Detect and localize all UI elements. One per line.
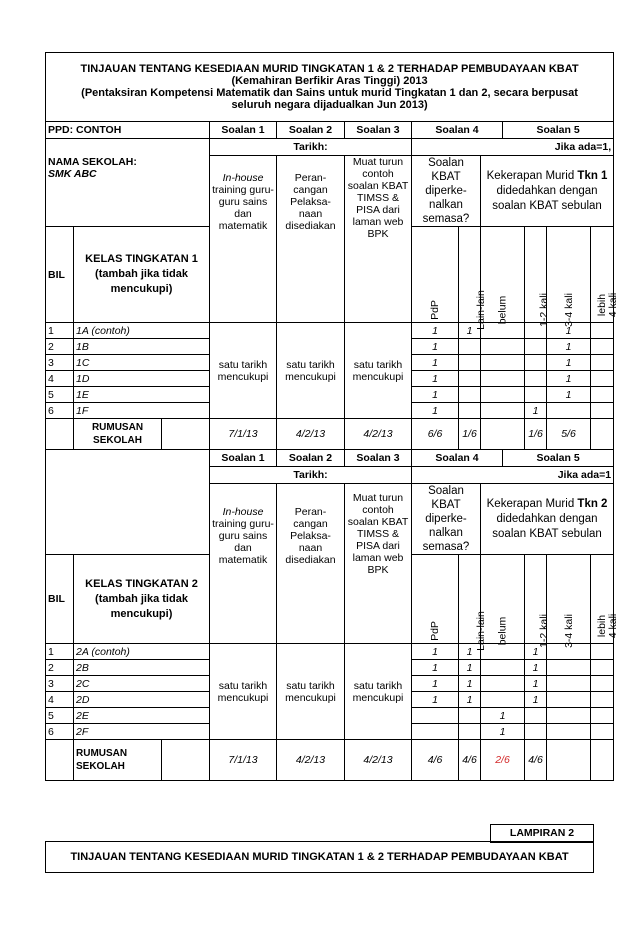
col-belum-2: belum [481,555,525,644]
jika-ada-label-2: Jika ada=1 [412,467,614,484]
row-lain-lain [459,387,481,403]
row-belum [481,660,525,676]
table-row [46,644,614,660]
row-pdp: 1 [412,323,459,339]
row-kelas: 2B [74,660,210,676]
muat-turun-desc-2: Muat turun contoh soalan KBAT TIMSS & PISA dari laman web BPK [345,484,412,644]
row-bil: 1 [46,323,74,339]
summary1-k12: 1/6 [525,419,547,450]
row-3-4-kali: 1 [547,323,591,339]
row-bil: 6 [46,403,74,419]
row-lain-lain [459,708,481,724]
tingkatan-2-label: Tkn 2 [577,497,608,510]
row-lebih-4-kali [591,724,614,740]
satu-tarikh-cell: satu tarikh mencukupi [345,323,412,419]
muat-turun-desc: Muat turun contoh soalan KBAT TIMSS & PISA dari laman web BPK [345,156,412,323]
row-bil: 3 [46,676,74,692]
row-bil: 6 [46,724,74,740]
row-3-4-kali: 1 [547,371,591,387]
row-bil: 2 [46,660,74,676]
row-belum [481,387,525,403]
soalan-kbat-desc-2: Soalan KBAT diperke-nalkan semasa? [412,484,481,555]
row-1-2-kali [525,371,547,387]
summary2-k34 [547,740,591,781]
row-lebih-4-kali [591,692,614,708]
title-line-2: (Kemahiran Berfikir Aras Tinggi) 2013 [231,75,428,87]
row-1-2-kali: 1 [525,692,547,708]
satu-tarikh-cell: satu tarikh mencukupi [277,644,345,740]
bil-label: BIL [46,227,74,323]
row-belum [481,355,525,371]
row-bil: 4 [46,692,74,708]
row-lain-lain [459,371,481,387]
row-lebih-4-kali [591,323,614,339]
row-kelas: 1D [74,371,210,387]
row-lebih-4-kali [591,339,614,355]
survey-table [45,52,619,781]
row-lebih-4-kali [591,387,614,403]
row-pdp [412,724,459,740]
rumusan-sekolah-1: RUMUSAN SEKOLAH [74,419,162,450]
col-lebih-4-kali: lebih 4 kali [591,227,614,323]
row-lebih-4-kali [591,371,614,387]
row-pdp: 1 [412,660,459,676]
row-3-4-kali [547,676,591,692]
row-bil: 1 [46,644,74,660]
summary1-s3: 4/2/13 [345,419,412,450]
row-pdp [412,708,459,724]
row-pdp: 1 [412,692,459,708]
row-lain-lain [459,403,481,419]
summary2-pdp: 4/6 [412,740,459,781]
summary2-s3: 4/2/13 [345,740,412,781]
row-belum [481,323,525,339]
inhouse-label: In-house [222,172,264,184]
row-3-4-kali [547,403,591,419]
row-kelas: 1C [74,355,210,371]
row-kelas: 1A (contoh) [74,323,210,339]
row-lain-lain: 1 [459,692,481,708]
soalan-kbat-desc: Soalan KBAT diperke-nalkan semasa? [412,156,481,227]
row-kelas: 1F [74,403,210,419]
row-1-2-kali: 1 [525,660,547,676]
row-1-2-kali [525,339,547,355]
row-belum [481,692,525,708]
col-3-4-kali: 3-4 kali [547,227,591,323]
col-pdp: PdP [412,227,459,323]
summary1-lebih [591,419,614,450]
nama-sekolah-label: NAMA SEKOLAH: [48,155,137,168]
col-1-2-kali-2: 1-2 kali [525,555,547,644]
satu-tarikh-cell: satu tarikh mencukupi [277,323,345,419]
row-pdp: 1 [412,676,459,692]
rumusan-sekolah-2: RUMUSAN SEKOLAH [74,740,162,781]
row-belum [481,676,525,692]
row-lain-lain: 1 [459,660,481,676]
summary1-pdp: 6/6 [412,419,459,450]
row-1-2-kali [525,387,547,403]
col-1-2-kali: 1-2 kali [525,227,547,323]
row-belum: 1 [481,708,525,724]
row-bil: 2 [46,339,74,355]
row-1-2-kali [525,355,547,371]
row-3-4-kali [547,660,591,676]
table-row [46,323,614,339]
row-lain-lain: 1 [459,644,481,660]
summary1-k34: 5/6 [547,419,591,450]
col-lebih-4-kali-2: lebih 4 kali [591,555,614,644]
soalan-3-header: Soalan 3 [345,122,412,139]
row-1-2-kali [525,724,547,740]
row-bil: 5 [46,708,74,724]
soalan-4-header-2: Soalan 4 [412,450,503,467]
col-belum: belum [481,227,525,323]
soalan-4-header: Soalan 4 [412,122,503,139]
row-lebih-4-kali [591,660,614,676]
row-kelas: 2D [74,692,210,708]
summary2-k12: 4/6 [525,740,547,781]
row-kelas: 2C [74,676,210,692]
tarikh-label: Tarikh: [210,139,412,156]
summary2-lain: 4/6 [459,740,481,781]
kekerapan-desc: Kekerapan Murid Tkn 1 didedahkan dengan soalan KBAT sebulan [481,156,614,227]
lampiran-label: LAMPIRAN 2 [490,824,594,843]
row-kelas: 2A (contoh) [74,644,210,660]
row-belum [481,371,525,387]
summary1-s1: 7/1/13 [210,419,277,450]
soalan-2-header-2: Soalan 2 [277,450,345,467]
kekerapan-desc-2: Kekerapan Murid Tkn 2 didedahkan dengan soalan KBAT sebulan [481,484,614,555]
row-lain-lain [459,339,481,355]
perancangan-desc: Peran-cangan Pelaksa-naan disediakan [277,156,345,323]
perancangan-desc-2: Peran-cangan Pelaksa-naan disediakan [277,484,345,644]
summary2-belum: 2/6 [481,740,525,781]
row-1-2-kali: 1 [525,676,547,692]
summary2-s1: 7/1/13 [210,740,277,781]
row-pdp: 1 [412,403,459,419]
title-line-1: TINJAUAN TENTANG KESEDIAAN MURID TINGKATAN 1 & 2 TERHADAP PEMBUDAYAAN KBAT [80,63,579,75]
row-bil: 3 [46,355,74,371]
row-1-2-kali [525,708,547,724]
jika-ada-label: Jika ada=1, [412,139,614,156]
summary1-belum [481,419,525,450]
soalan-2-header: Soalan 2 [277,122,345,139]
soalan-1-header: Soalan 1 [210,122,277,139]
kelas-tingkatan-2-label: KELAS TINGKATAN 2 (tambah jika tidak mencukupi) [74,555,210,644]
bil-label-2: BIL [46,555,74,644]
row-kelas: 2F [74,724,210,740]
document-title [46,53,614,122]
row-belum: 1 [481,724,525,740]
satu-tarikh-cell: satu tarikh mencukupi [210,323,277,419]
row-belum [481,644,525,660]
row-1-2-kali: 1 [525,644,547,660]
row-lebih-4-kali [591,355,614,371]
summary1-lain: 1/6 [459,419,481,450]
row-pdp: 1 [412,371,459,387]
row-bil: 4 [46,371,74,387]
satu-tarikh-cell: satu tarikh mencukupi [210,644,277,740]
row-3-4-kali [547,724,591,740]
col-lain-lain-2: Lain-lain [459,555,481,644]
row-kelas: 2E [74,708,210,724]
col-3-4-kali-2: 3-4 kali [547,555,591,644]
tingkatan-1-label: Tkn 1 [577,169,608,182]
row-1-2-kali: 1 [525,403,547,419]
row-kelas: 1B [74,339,210,355]
row-belum [481,403,525,419]
row-pdp: 1 [412,644,459,660]
row-belum [481,339,525,355]
row-lebih-4-kali [591,403,614,419]
nama-sekolah-value: SMK ABC [48,167,97,180]
inhouse-desc-2: training guru-guru sains dan matematik [212,518,274,566]
row-3-4-kali: 1 [547,387,591,403]
ppd-label: PPD: CONTOH [46,122,210,139]
soalan-5-header: Soalan 5 [503,122,614,139]
row-bil: 5 [46,387,74,403]
title-line-3: (Pentaksiran Kompetensi Matematik dan Sains untuk murid Tingkatan 1 dan 2, secara berpusat [81,87,578,99]
inhouse-desc: training guru-guru sains dan matematik [212,184,274,232]
footer-title: TINJAUAN TENTANG KESEDIAAN MURID TINGKATAN 1 & 2 TERHADAP PEMBUDAYAAN KBAT [45,841,594,873]
row-lebih-4-kali [591,644,614,660]
tarikh-label-2: Tarikh: [210,467,412,484]
row-lain-lain [459,355,481,371]
row-lebih-4-kali [591,676,614,692]
kelas-tingkatan-1-label: KELAS TINGKATAN 1 (tambah jika tidak mencukupi) [74,227,210,323]
row-3-4-kali: 1 [547,355,591,371]
inhouse-label-2: In-house [222,506,264,518]
row-lain-lain [459,724,481,740]
soalan-5-header-2: Soalan 5 [503,450,614,467]
title-line-4: seluruh negara dijadualkan Jun 2013) [231,99,428,111]
row-lain-lain: 1 [459,323,481,339]
row-pdp: 1 [412,355,459,371]
row-3-4-kali: 1 [547,339,591,355]
soalan-3-header-2: Soalan 3 [345,450,412,467]
soalan-1-header-2: Soalan 1 [210,450,277,467]
row-pdp: 1 [412,339,459,355]
row-kelas: 1E [74,387,210,403]
col-lain-lain: Lain-lain [459,227,481,323]
summary1-s2: 4/2/13 [277,419,345,450]
row-3-4-kali [547,692,591,708]
row-lebih-4-kali [591,708,614,724]
satu-tarikh-cell: satu tarikh mencukupi [345,644,412,740]
row-pdp: 1 [412,387,459,403]
summary2-lebih [591,740,614,781]
row-lain-lain: 1 [459,676,481,692]
row-3-4-kali [547,708,591,724]
summary2-s2: 4/2/13 [277,740,345,781]
col-pdp-2: PdP [412,555,459,644]
